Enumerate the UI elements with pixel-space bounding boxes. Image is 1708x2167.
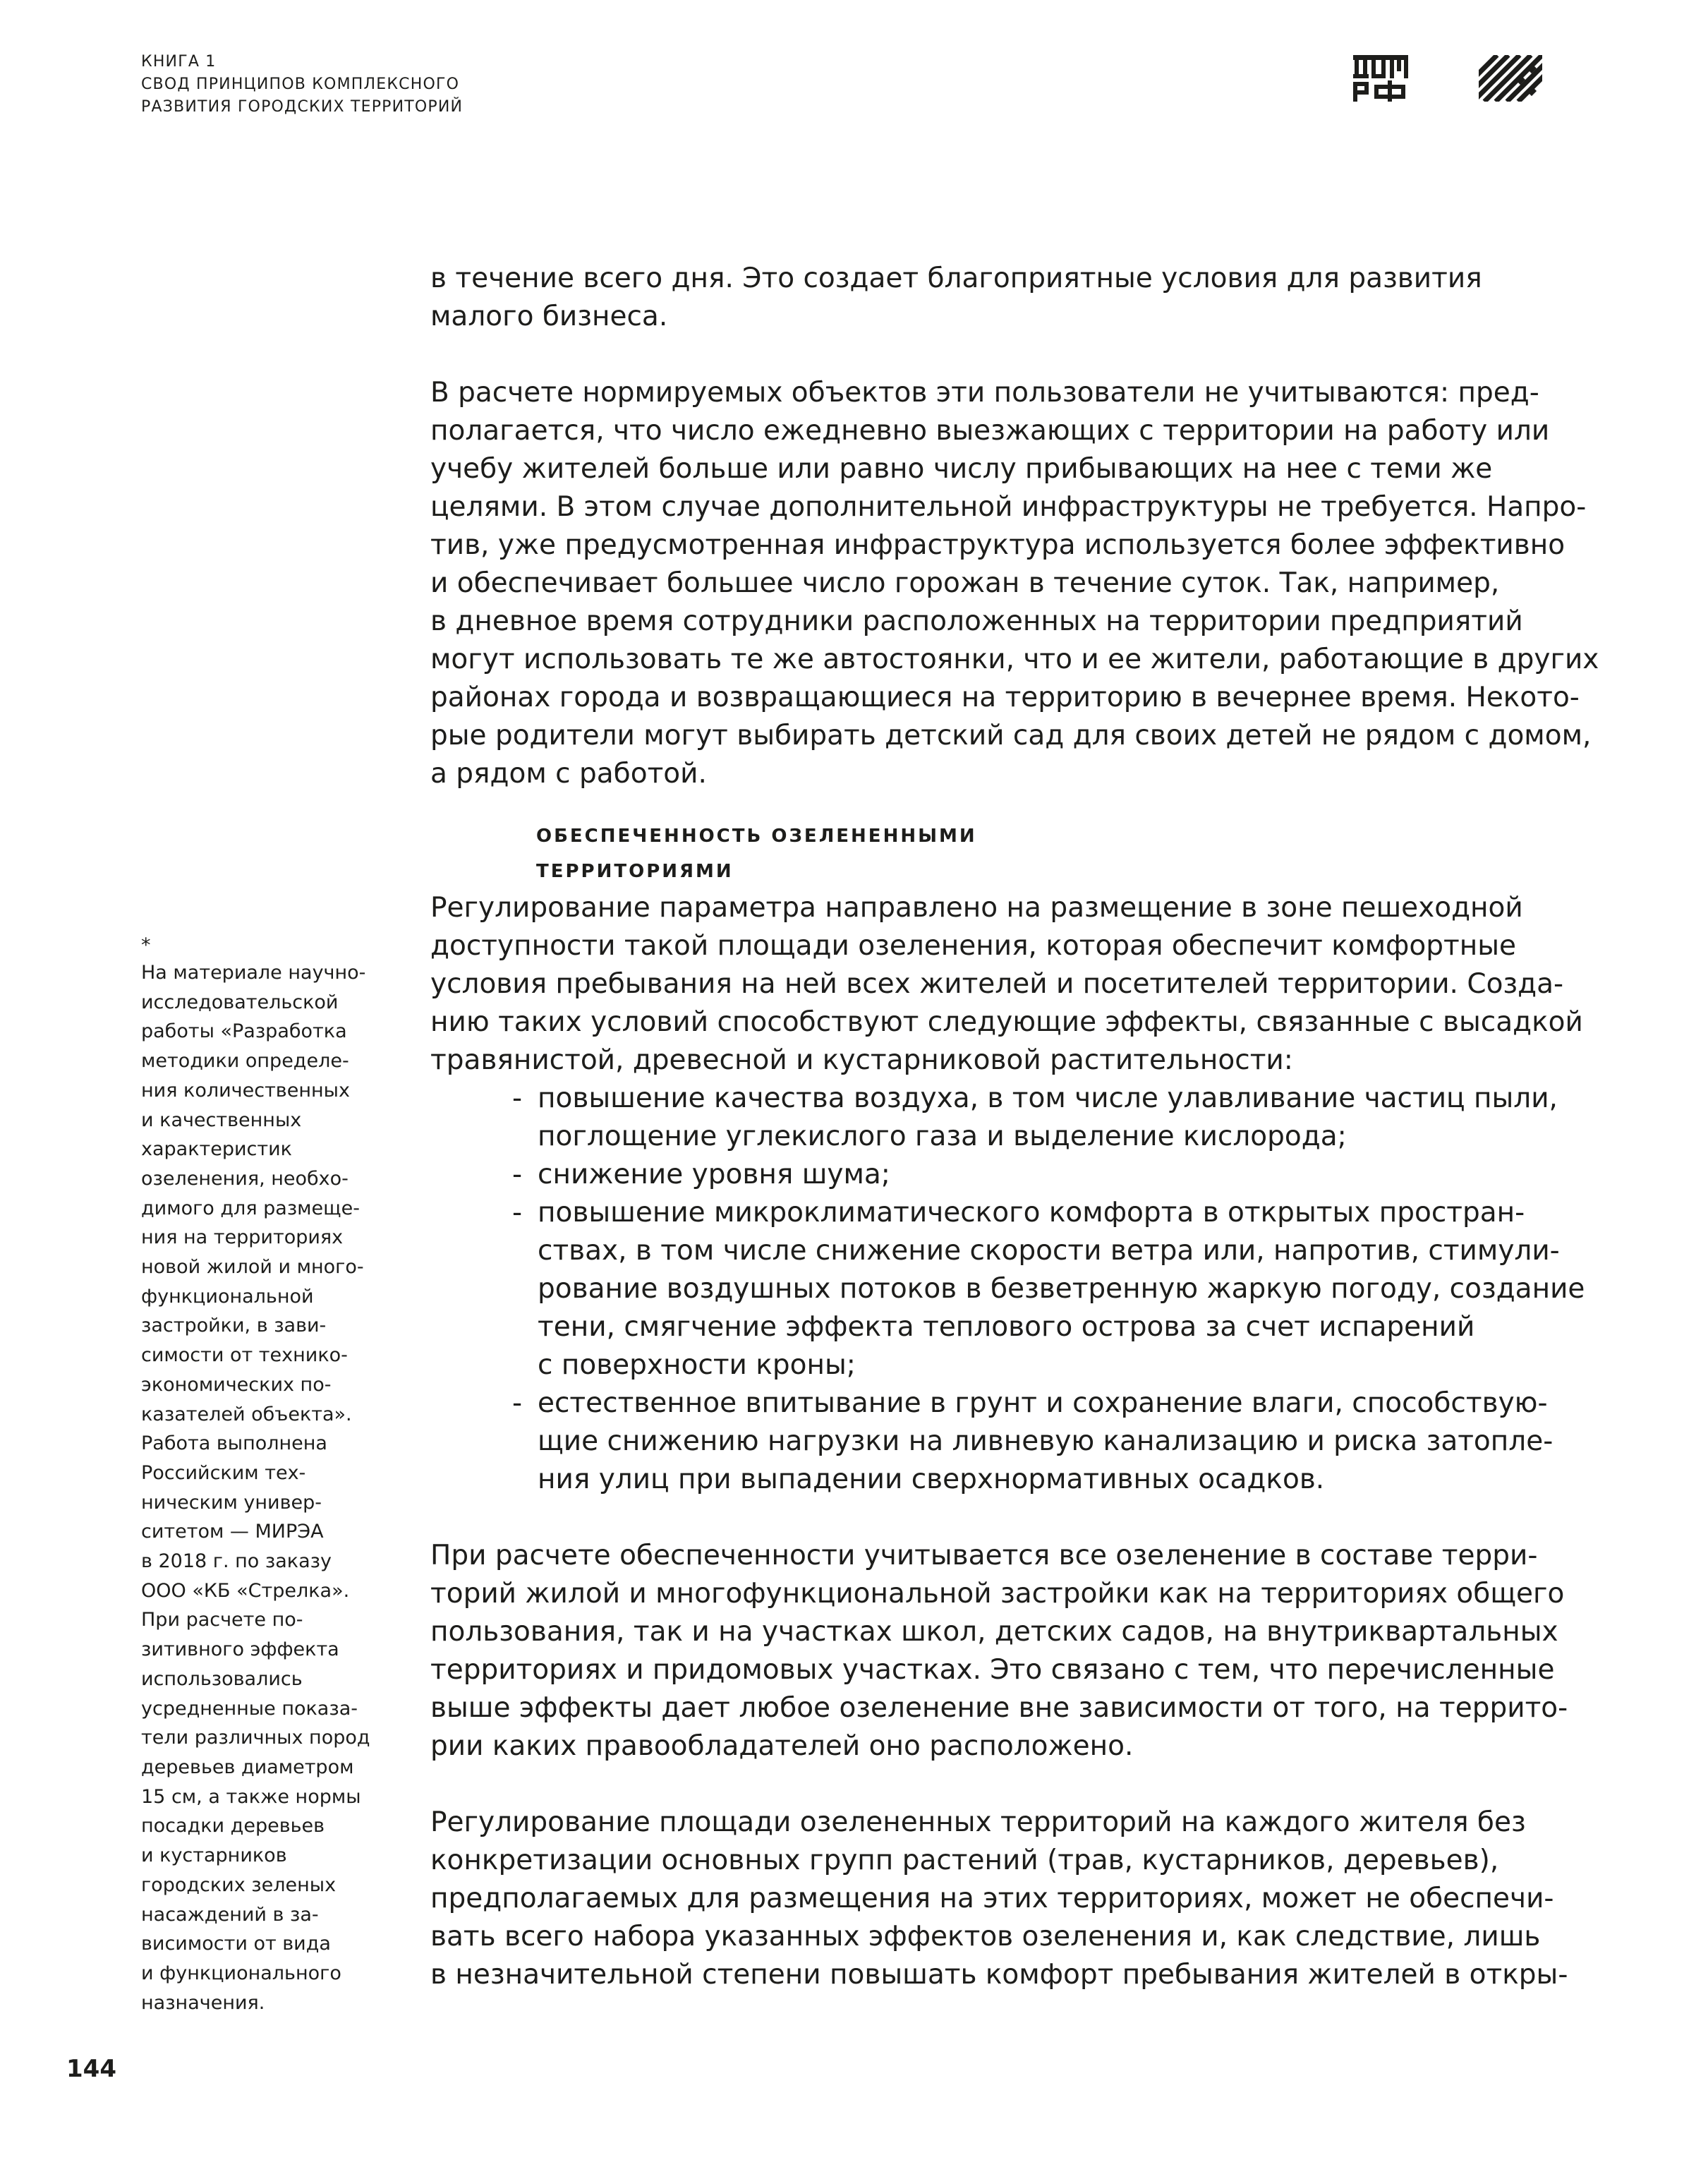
paragraph: в течение всего дня. Это создает благоприятные условия для развития малого бизнеса.: [430, 262, 1482, 332]
footnote-line: методики определе-: [141, 1050, 349, 1073]
footnote-line: в 2018 г. по заказу: [141, 1550, 332, 1573]
footnote-line: ния количественных: [141, 1079, 350, 1101]
paragraph: При расчете обеспеченности учитывается все озеленение в составе терри- торий жилой и многофункциональной застройки как на территориях общего пользования, так и на участках школ, детских садов, на внутриквартальных территориях и придомовых участках. Это связано с тем, что перечисленные выше эффекты дает любое озеленение вне зависимости от того, на террито- рии каких правообладателей оно расположено.: [430, 1540, 1568, 1762]
paragraph: Регулирование площади озелененных территорий на каждого жителя без конкретизации основных групп растений (трав, кустарников, деревьев), предполагаемых для размещения на этих территориях, может не обеспечи- вать всего набора указанных эффектов озеленения и, как следствие, лишь в незначительной степени повышать комфорт пребывания жителей в откры-: [430, 1806, 1568, 1991]
footnote-line: застройки, в зави-: [141, 1315, 327, 1337]
footnote-line: висимости от вида: [141, 1933, 331, 1955]
footnote-line: использовались: [141, 1667, 303, 1690]
footnote-line: При расчете по-: [141, 1609, 303, 1631]
strelka-logo: [1479, 55, 1542, 102]
paragraph: В расчете нормируемых объектов эти пользователи не учитываются: пред- полагается, что число ежедневно выезжающих с территории на работу или учебу жителей больше или равно числу прибывающих на нее с теми же целями. В этом случае дополнительной инфраструктуры не требуется. Напро- тив, уже предусмотренная инфраструктура используется более эффективно и обеспечивает большее число горожан в течение суток. Так, например, в дневное время сотрудники расположенных на территории предприятий могут использовать те же автостоянки, что и ее жители, работающие в других районах города и возвращающиеся на территорию в вечернее время. Некото- рые родители могут выбирать детский сад для своих детей не рядом с домом, а рядом с работой.: [430, 377, 1599, 790]
footnote-line: и кустарников: [141, 1845, 287, 1867]
list-item: - естественное впитывание в грунт и сохранение влаги, способствую- щие снижению нагрузки на ливневую канализацию и риска затопле- ния улиц при выпадении сверхнормативных осадков.: [430, 1384, 1580, 1499]
footnote-line: озеленения, необхо-: [141, 1167, 349, 1190]
footnote-line: 15 см, а также нормы: [141, 1785, 361, 1808]
footnote-line: насаждений в за-: [141, 1903, 319, 1926]
footnote-line: Работа выполнена: [141, 1432, 327, 1455]
footnote-line: зитивного эффекта: [141, 1638, 339, 1661]
header-line: РАЗВИТИЯ ГОРОДСКИХ ТЕРРИТОРИЙ: [141, 98, 464, 116]
footnote-line: деревьев диаметром: [141, 1756, 354, 1778]
footnote-line: характеристик: [141, 1138, 292, 1161]
section-heading: ОБЕСПЕЧЕННОСТЬ ОЗЕЛЕНЕННЫМИ ТЕРРИТОРИЯМИ: [536, 826, 977, 882]
footnote-line: симости от технико-: [141, 1344, 348, 1367]
main-text: [430, 260, 1599, 1994]
footnote-line: На материале научно-: [141, 962, 366, 984]
page-number: 144: [66, 2055, 116, 2083]
footnote-line: тели различных пород: [141, 1727, 370, 1749]
footnote-line: экономических по-: [141, 1373, 332, 1396]
side-footnote: [141, 933, 409, 2017]
effects-list: [430, 1080, 1585, 1499]
list-item: - повышение качества воздуха, в том числе улавливание частиц пыли, поглощение углекислого газа и выделение кислорода;: [430, 1080, 1580, 1156]
dom-rf-logo: [1353, 55, 1408, 102]
footnote-line: исследовательской: [141, 991, 339, 1013]
footnote-line: ния на территориях: [141, 1226, 344, 1249]
footnote-line: ническим универ-: [141, 1491, 322, 1514]
footnote-line: димого для размеще-: [141, 1197, 360, 1219]
footnote-line: ситетом — МИРЭА: [141, 1521, 324, 1543]
footnote-line: и качественных: [141, 1109, 302, 1131]
footnote-line: усредненные показа-: [141, 1697, 358, 1720]
list-item: - снижение уровня шума;: [430, 1156, 1580, 1194]
footnote-line: работы «Разработка: [141, 1020, 347, 1043]
footnote-line: ООО «КБ «Стрелка».: [141, 1579, 350, 1602]
header-line: СВОД ПРИНЦИПОВ КОМПЛЕКСНОГО: [141, 76, 460, 93]
paragraph: Регулирование параметра направлено на размещение в зоне пешеходной доступности такой площади озеленения, которая обеспечит комфортные условия пребывания на ней всех жителей и посетителей территории. Созда- нию таких условий способствуют следующие эффекты, связанные с высадкой травянистой, древесной и кустарниковой растительности:: [430, 892, 1583, 1076]
footnote-line: новой жилой и много-: [141, 1256, 364, 1279]
footnote-line: казателей объекта».: [141, 1403, 352, 1425]
header-line: КНИГА 1: [141, 53, 217, 71]
footnote-line: Российским тех-: [141, 1461, 306, 1484]
footnote-line: городских зеленых: [141, 1873, 337, 1896]
footnote-line: функциональной: [141, 1285, 314, 1308]
list-item: - повышение микроклиматического комфорта в открытых простран- ствах, в том числе снижение скорости ветра или, напротив, стимули- рование воздушных потоков в безветренную жаркую погоду, создание тени, смягчение эффекта теплового острова за счет испарений с поверхности кроны;: [430, 1194, 1580, 1384]
footnote-line: и функционального: [141, 1962, 341, 1984]
running-header: [141, 51, 463, 119]
footnote-marker: *: [141, 934, 151, 956]
footnote-line: назначения.: [141, 1991, 265, 2014]
footnote-line: посадки деревьев: [141, 1815, 325, 1837]
